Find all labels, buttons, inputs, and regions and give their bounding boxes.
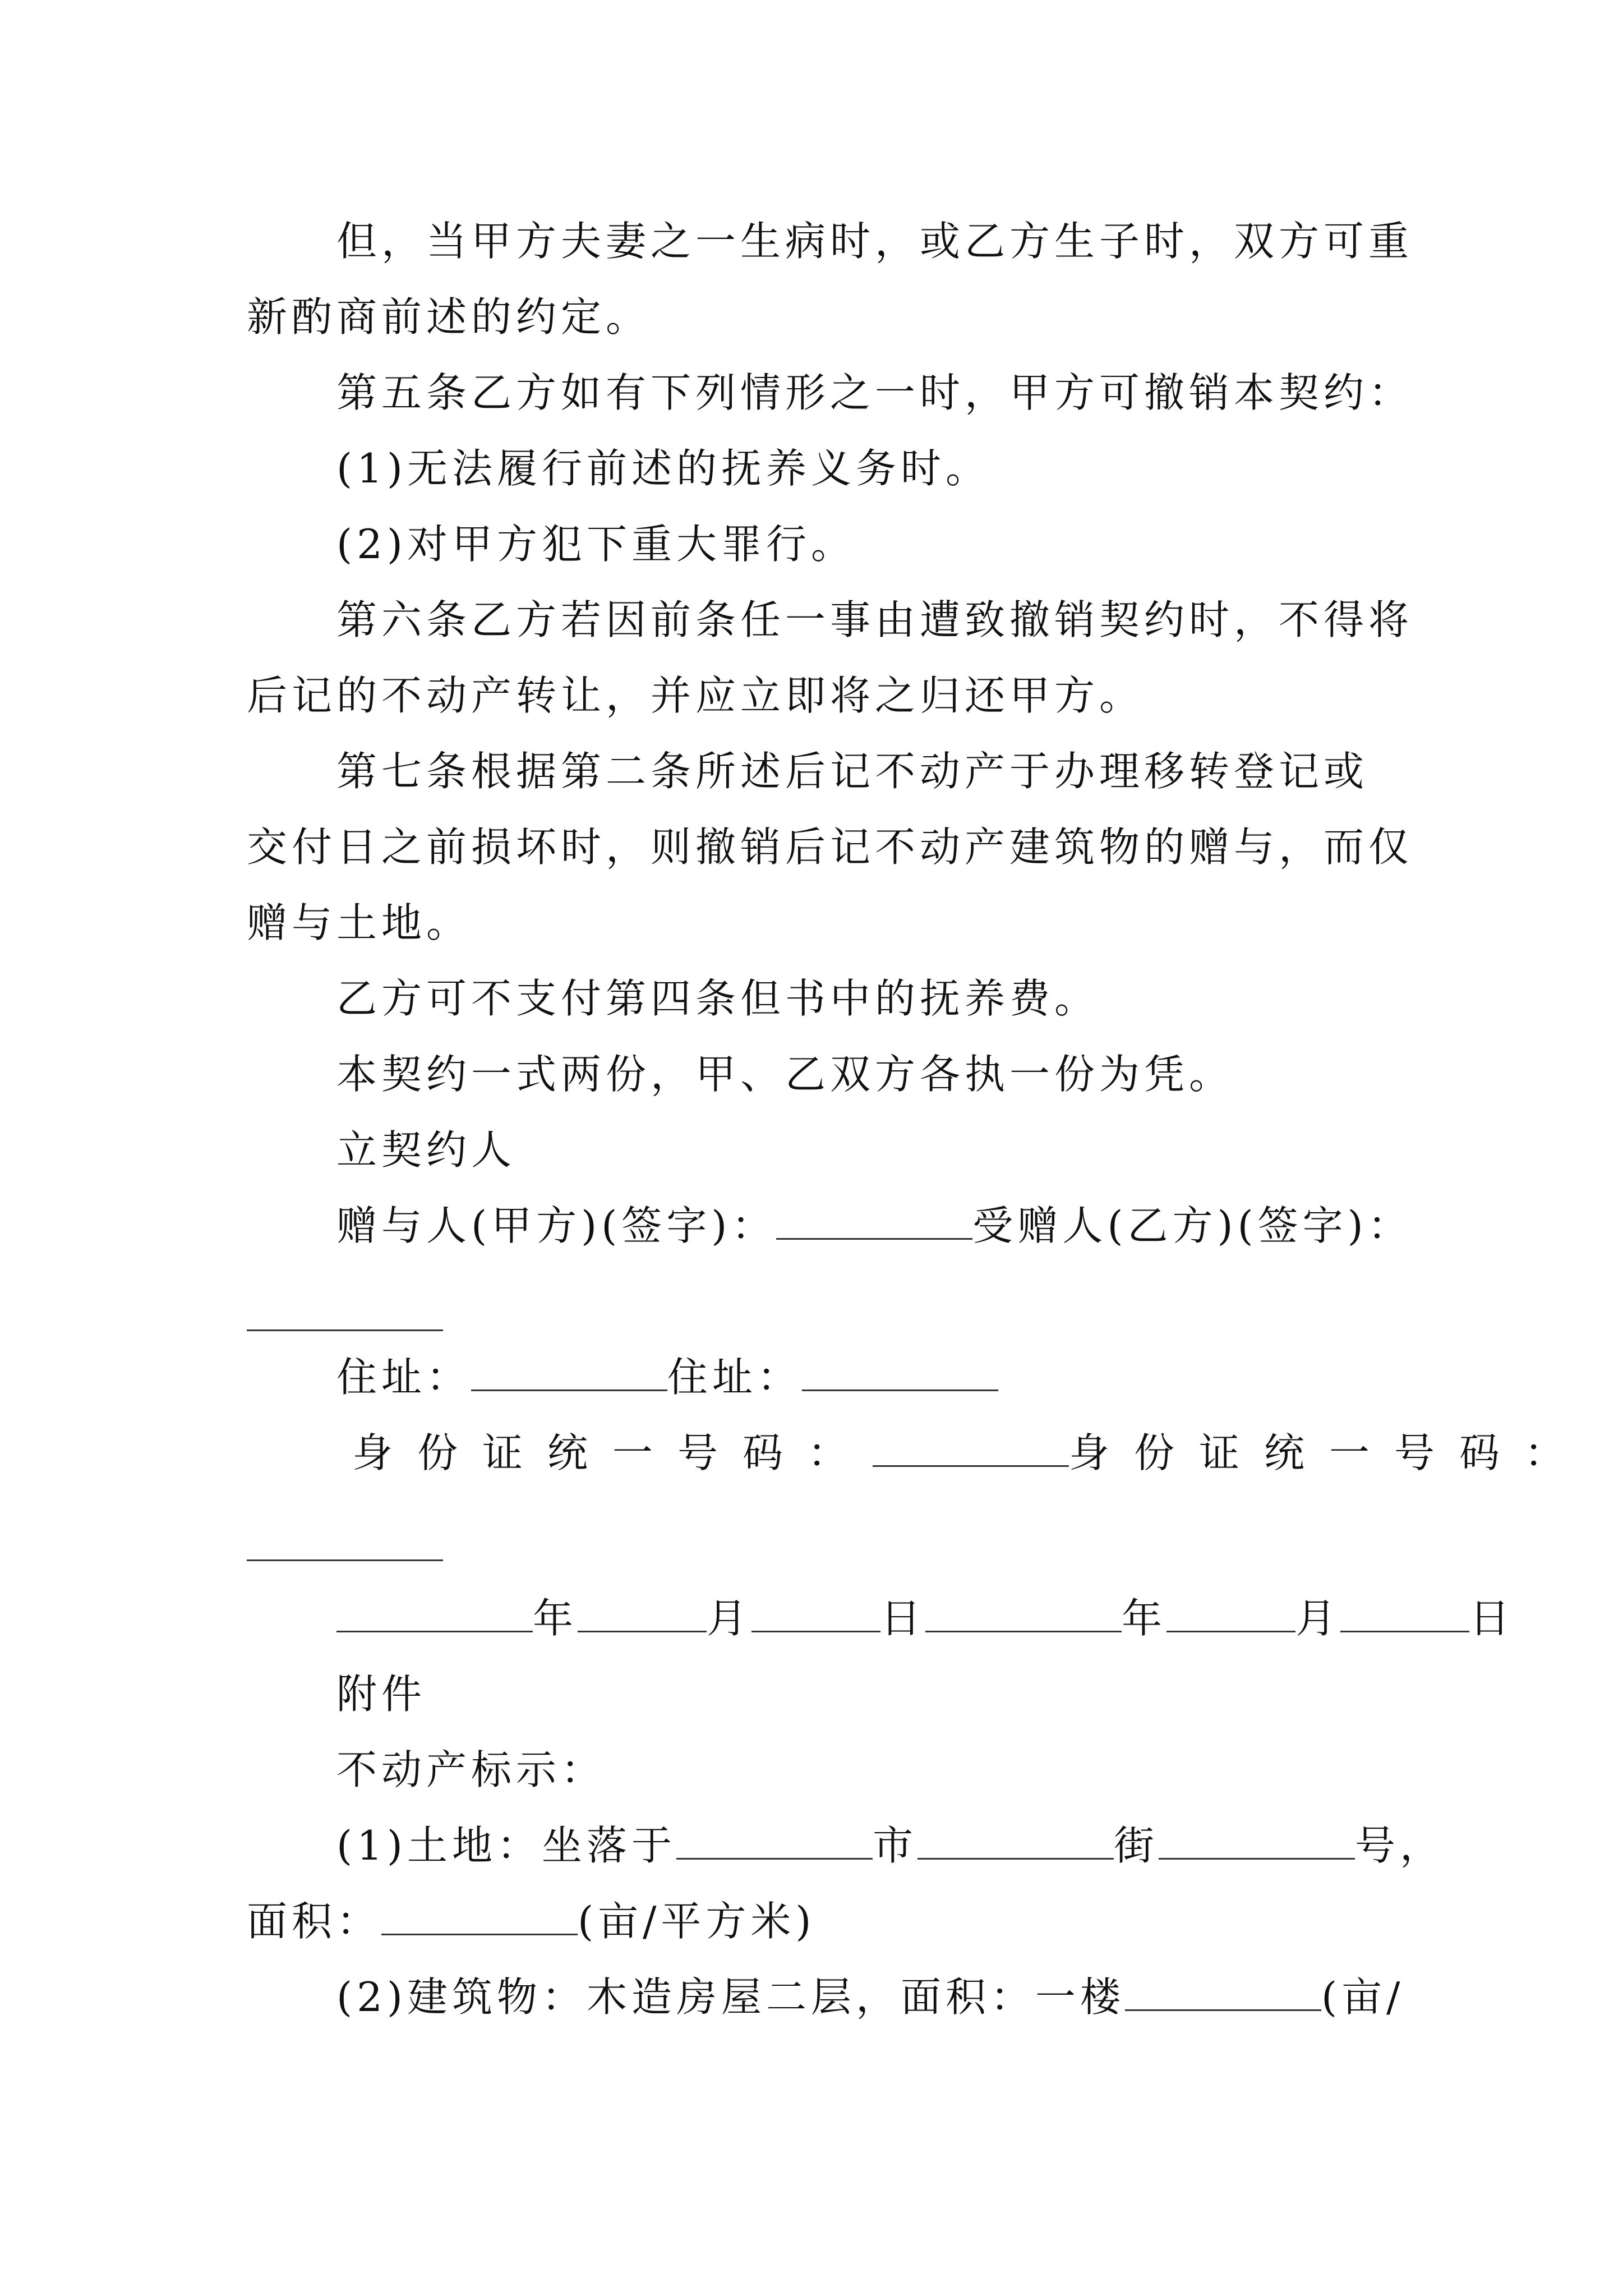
article-five-heading: 第五条乙方如有下列情形之一时，甲方可撤销本契约： (336, 369, 1414, 416)
attachment-title: 附件 (336, 1671, 427, 1718)
year-label: 年 (1122, 1595, 1167, 1642)
donor-id-label: 身份证统一号码： (352, 1429, 873, 1476)
building-unit: (亩/ (1321, 1973, 1405, 2021)
area-label: 面积： (247, 1898, 382, 1945)
donor-id-field[interactable] (873, 1433, 1069, 1467)
donor-day-field[interactable] (751, 1598, 880, 1632)
paragraph-line: 后记的不动产转让，并应立即将之归还甲方。 (247, 672, 1145, 719)
donee-signature-field[interactable] (247, 1329, 443, 1331)
donor-address-label: 住址： (336, 1354, 472, 1401)
clause-item: (2)对甲方犯下重大罪行。 (336, 521, 856, 568)
year-label: 年 (533, 1595, 578, 1642)
donor-signature-label: 赠与人(甲方)(签字)： (336, 1202, 777, 1249)
donor-year-field[interactable] (336, 1598, 533, 1632)
donee-day-field[interactable] (1340, 1598, 1469, 1632)
donee-address-label: 住址： (667, 1354, 803, 1401)
donor-signature-field[interactable] (776, 1205, 972, 1240)
month-label: 月 (1295, 1595, 1341, 1642)
property-list-heading: 不动产标示： (336, 1746, 606, 1793)
article-seven-heading: 第七条根据第二条所述后记不动产于办理移转登记或 (336, 748, 1369, 795)
paragraph-line: 赠与土地。 (247, 899, 472, 946)
paragraph-line: 新酌商前述的约定。 (247, 293, 651, 341)
land-number-field[interactable] (1159, 1825, 1355, 1860)
article-six-heading: 第六条乙方若因前条任一事由遭致撤销契约时，不得将 (336, 596, 1414, 643)
signature-row (336, 1200, 1413, 1251)
building-label: (2)建筑物：木造房屋二层，面积：一楼 (336, 1973, 1125, 2021)
address-row (336, 1352, 998, 1402)
donee-year-field[interactable] (925, 1598, 1122, 1632)
building-area-field[interactable] (1125, 1977, 1321, 2011)
land-location-label: (1)土地：坐落于 (336, 1822, 676, 1869)
paragraph-line: 交付日之前损坏时，则撤销后记不动产建筑物的赠与，而仅 (247, 823, 1414, 871)
street-label: 街 (1114, 1822, 1159, 1869)
land-city-field[interactable] (676, 1825, 873, 1860)
clause-item: (1)无法履行前述的抚养义务时。 (336, 445, 990, 492)
donor-month-field[interactable] (578, 1598, 707, 1632)
day-label: 日 (1469, 1595, 1515, 1642)
land-street-field[interactable] (917, 1825, 1114, 1860)
land-area-row (247, 1896, 815, 1947)
donee-signature-label: 受赠人(乙方)(签字)： (972, 1202, 1413, 1249)
paragraph-line: 本契约一式两份，甲、乙双方各执一份为凭。 (336, 1051, 1234, 1098)
number-label: 号， (1355, 1822, 1445, 1869)
city-label: 市 (873, 1822, 918, 1869)
month-label: 月 (707, 1595, 752, 1642)
date-row (336, 1593, 1514, 1644)
signatories-heading: 立契约人 (336, 1126, 517, 1174)
donee-month-field[interactable] (1166, 1598, 1295, 1632)
land-area-field[interactable] (381, 1901, 578, 1935)
paragraph-line: 但，当甲方夫妻之一生病时，或乙方生子时，双方可重 (336, 218, 1414, 265)
building-row (336, 1972, 1404, 2022)
area-unit: (亩/平方米) (578, 1898, 816, 1945)
id-number-row (352, 1428, 1589, 1478)
land-row (336, 1820, 1445, 1871)
day-label: 日 (880, 1595, 926, 1642)
paragraph-line: 乙方可不支付第四条但书中的抚养费。 (336, 975, 1100, 1022)
donee-id-label: 身份证统一号码： (1069, 1429, 1590, 1476)
donee-id-field[interactable] (247, 1559, 443, 1561)
donee-address-field[interactable] (802, 1357, 998, 1391)
donor-address-field[interactable] (471, 1357, 667, 1391)
